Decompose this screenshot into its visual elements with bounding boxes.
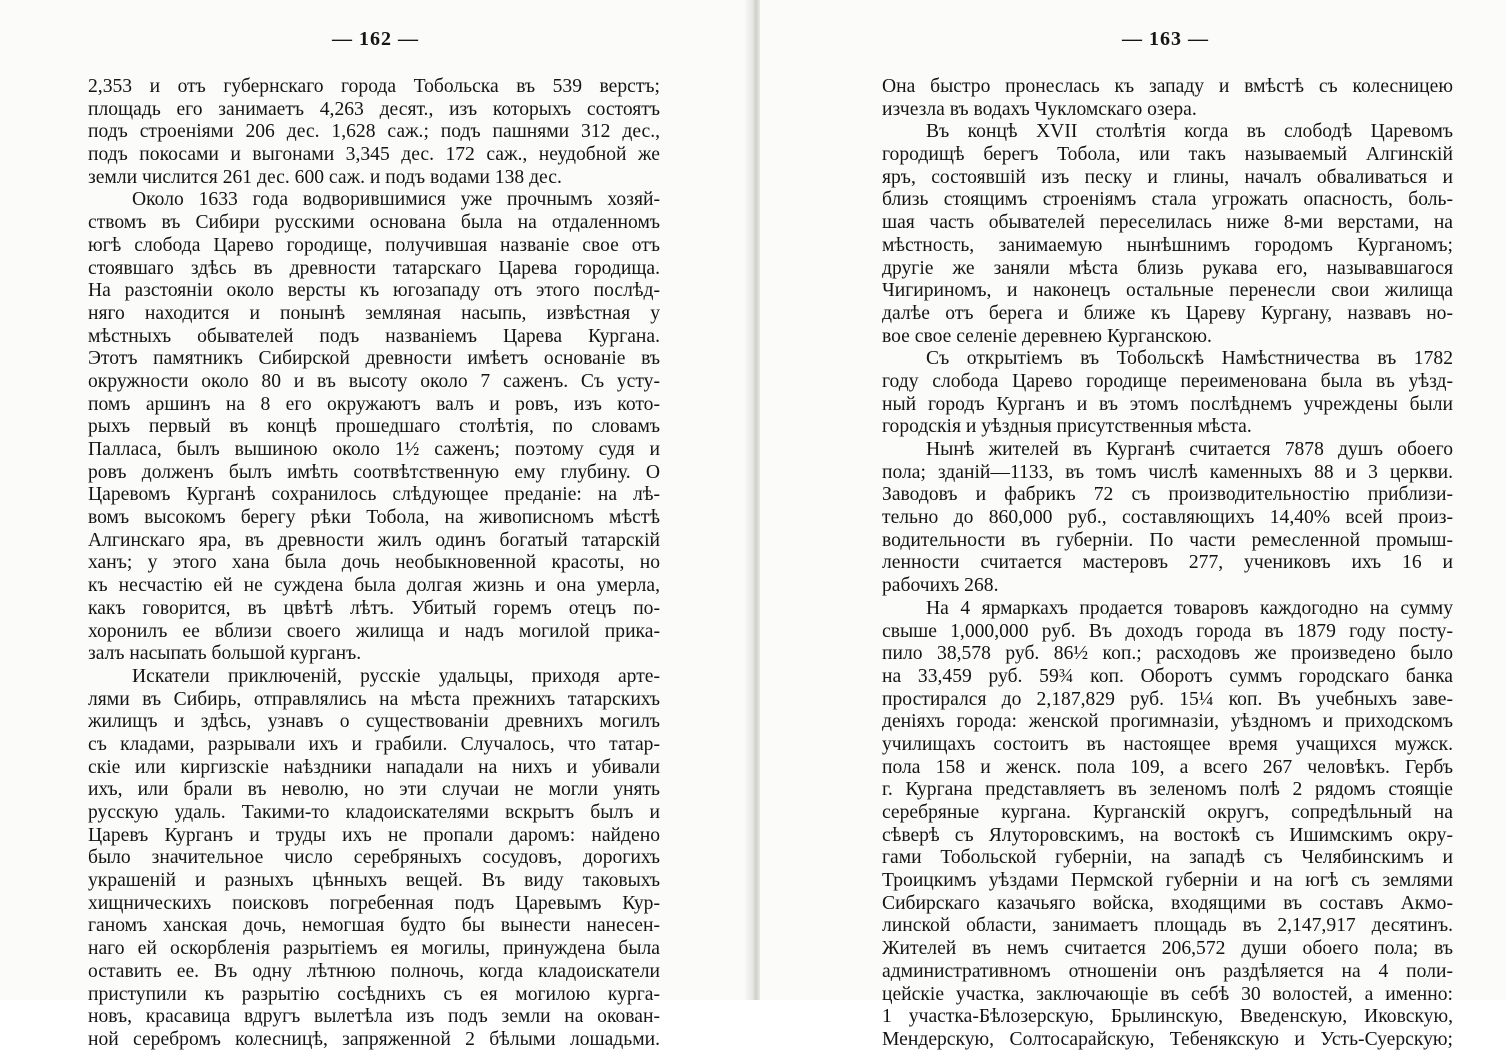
text-line: ленности считается мастеровъ 277, учениковъ ихъ 16 и [882,552,1453,574]
page-text [88,76,660,1052]
text-line: Палласа, былъ вышиною около 1½ саженъ; поэтому судя и [88,439,660,460]
text-line: цейскіе участка, заключающіе въ себѣ 30 волостей, а именно: [882,983,1453,1005]
text-line: рабочихъ 268. [882,575,999,597]
text-line: административномъ отношеніи онъ раздѣляется на 4 поли- [882,960,1453,982]
text-line: новъ, красавица вдругъ вылетѣла изъ подъ земли на окован- [88,1006,660,1028]
text-line: было значительное число серебряныхъ сосудовъ, дорогихъ [88,847,660,869]
text-line: Сибирскаго казачьяго войска, входящими въ составъ Акмо- [882,892,1453,914]
text-line: простирался до 2,187,829 руб. 15¼ коп. Въ учебныхъ заве- [882,688,1453,710]
text-line: жилищъ и здѣсь, узнавъ о существованіи древнихъ могилъ [88,711,660,733]
text-line: городскія и уѣздныя присутственныя мѣста. [882,416,1252,438]
text-line: водительности въ губерніи. По части ремесленной промыш- [882,529,1453,551]
left-page [0,0,752,1050]
text-line: ханъ; у этого хана была дочь необыкновенной красоты, но [88,552,660,574]
text-line: лями въ Сибирь, отправлялись на мѣста прежнихъ татарскихъ [88,688,660,710]
text-line: подъ строеніями 206 дес. 1,628 саж.; подъ пашнями 312 дес., [88,121,660,143]
text-line: Алгинскаго яра, въ древности жилъ одинъ богатый татарскій [88,529,660,551]
text-line: няго находится и понынѣ земляная насыпь, извѣстная у [88,302,660,324]
text-line: вое свое селеніе деревнею Курганскою. [882,325,1212,347]
text-line: югѣ слобода Царево городище, получившая названіе свое отъ [88,234,660,256]
text-line: хищническихъ поисковъ погребенная подъ Царевымъ Кур- [88,892,660,914]
text-line: Чигириномъ, и наконецъ остальные перенесли свои жилища [882,280,1453,302]
text-line: гами Тобольской губерніи, на западѣ съ Челябинскимъ и [882,847,1453,869]
text-line: сѣверѣ съ Ялуторовскимъ, на востокѣ съ Ишимскимъ окру- [882,824,1453,846]
text-line: пило 38,578 руб. 86½ коп.; расходовъ же произведено было [882,643,1453,665]
text-line: русскую удаль. Такими-то кладоискателями вскрытъ былъ и [88,802,660,823]
text-line: 2,353 и отъ губернскаго города Тобольска въ 539 верстъ; [88,76,660,97]
text-line: свыше 1,000,000 руб. Въ доходъ города въ 1879 году посту- [882,620,1453,642]
text-line: Съ открытіемъ въ Тобольскѣ Намѣстничества въ 1782 [926,348,1453,370]
text-line: хоронилъ ее вблизи своего жилища и надъ могилой прика- [88,620,660,642]
text-line: мѣстность, занимаемую нынѣшнимъ городомъ Курганомъ; [882,234,1453,256]
text-line: близь стоящимъ строеніямъ стала угрожать опасность, боль- [882,189,1453,211]
text-line: вомъ высокомъ берегу рѣки Тобола, на живописномъ мѣстѣ [88,507,660,529]
text-line: скіе или киргизскіе наѣздники нападали на нихъ и убивали [88,756,660,778]
text-line: Нынѣ жителей въ Курганѣ считается 7878 душъ обоего [926,439,1453,460]
text-line: другіе же заняли мѣста близь рукава его, называвшагося [882,257,1453,279]
text-line: На разстояніи около версты къ югозападу отъ этого послѣд- [88,280,660,302]
text-line: Жителей въ немъ считается 206,572 души обоего пола; въ [882,938,1453,960]
page-text [882,76,1453,1052]
right-page [760,0,1506,1050]
text-line: Мендерскую, Солтосарайскую, Тебенякскую и Усть-Суерскую; [882,1028,1453,1050]
text-line: училищахъ состоитъ въ настоящее время учащихся мужск. [882,733,1453,755]
text-line: ганомъ ханская дочь, немогшая будто бы вынести нанесен- [88,915,660,937]
text-line: подъ покосами и выгонами 3,345 дес. 172 саж., неудобной же [88,144,660,166]
page-number: — 162 — [332,28,419,50]
text-line: стоявшаго здѣсь въ древности татарскаго Царева городища. [88,257,660,279]
text-line: 1 участка-Бѣлозерскую, Брылинскую, Введенскую, Иковскую, [882,1006,1453,1028]
text-line: ной серебромъ колесницѣ, запряженной 2 бѣлыми лошадьми. [88,1028,660,1050]
text-line: Искатели приключеній, русскіе удальцы, приходя арте- [132,665,660,687]
text-line: городищѣ берегъ Тобола, или такъ называемый Алгинскій [882,144,1453,166]
text-line: пола; зданій—1133, въ томъ числѣ каменныхъ 88 и 3 церкви. [882,461,1453,483]
text-line: окружности около 80 и въ высоту около 7 саженъ. Съ усту- [88,370,660,392]
text-line: какъ говорится, въ цвѣтѣ лѣтъ. Убитый горемъ отецъ по- [88,597,660,619]
text-line: линской области, занимаетъ площадь въ 2,147,917 десятинъ. [882,915,1453,937]
text-line: Этотъ памятникъ Сибирской древности имѣетъ основаніе въ [88,348,660,370]
text-line: деніяхъ города: женской прогимназіи, уѣздномъ и приходскомъ [882,711,1453,733]
text-line: Въ концѣ XVII столѣтія когда въ слободѣ Царевомъ [926,121,1453,143]
text-line: мѣстныхъ обывателей подъ названіемъ Царева Кургана. [88,325,660,347]
text-line: наго ей оскорбленія разрытіемъ ея могилы, принуждена была [88,938,660,960]
page-number: — 163 — [1122,28,1209,50]
text-line: году слобода Царево городище переименована была въ уѣзд- [882,370,1453,392]
text-line: оставить ее. Въ одну лѣтнюю полночь, когда кладоискатели [88,960,660,982]
text-line: помъ аршинъ на 8 его окружаютъ валъ и ровъ, изъ кото- [88,393,660,415]
text-line: рыхъ первый въ концѣ прошедшаго столѣтія, по словамъ [88,416,660,438]
text-line: г. Кургана представляетъ въ зеленомъ полѣ 2 рядомъ стоящіе [882,779,1453,801]
text-line: на 33,459 руб. 59¾ коп. Оборотъ суммъ городскаго банка [882,665,1453,687]
text-line: ихъ, или брали въ неволю, но эти случаи не могли унять [88,779,660,801]
text-line: украшеній и разныхъ цѣнныхъ вещей. Въ виду таковыхъ [88,870,660,892]
text-line: Царевомъ Курганѣ сохранилось слѣдующее преданіе: на лѣ- [88,484,660,506]
text-line: Она быстро пронеслась къ западу и вмѣстѣ съ колесницею [882,76,1453,97]
text-line: далѣе отъ берега и ближе къ Цареву Кургану, назвавъ но- [882,302,1453,324]
text-line: ровъ долженъ былъ имѣть соотвѣтственную ему глубину. О [88,461,660,483]
text-line: На 4 ярмаркахъ продается товаровъ каждогодно на сумму [926,597,1453,619]
text-line: ствомъ въ Сибири русскими основана была на отдаленномъ [88,212,660,234]
text-line: площадь его занимаетъ 4,263 десят., изъ которыхъ состоятъ [88,98,660,120]
text-line: ный городъ Курганъ и въ этомъ послѣднемъ учреждены были [882,393,1453,415]
text-line: залъ насыпать большой курганъ. [88,643,362,665]
text-line: серебряные кургана. Курганскій округъ, сопредѣльный на [882,802,1453,823]
text-line: шая часть обывателей переселилась ниже 8-ми верстами, на [882,212,1453,234]
text-line: приступили къ разрытію сосѣднихъ съ ея могилою курга- [88,983,660,1005]
text-line: къ несчастію ей не суждена была долгая жизнь и она умерла, [88,575,660,597]
text-line: изчезла въ водахъ Чукломскаго озера. [882,98,1197,120]
text-line: яръ, состоявшій изъ песку и глины, началъ обваливаться и [882,166,1453,188]
text-line: съ кладами, разрывали ихъ и грабили. Случалось, что татар- [88,733,660,755]
text-line: Царевъ Курганъ и труды ихъ не пропали даромъ: найдено [88,824,660,846]
text-line: Заводовъ и фабрикъ 72 съ производительностію приблизи- [882,484,1453,506]
text-line: Троицкимъ уѣздами Пермской губерніи и на югѣ съ землями [882,870,1453,892]
text-line: Около 1633 года водворившимися уже прочнымъ хозяй- [132,189,660,211]
text-line: тельно до 860,000 руб., составляющихъ 14,40% всей произ- [882,507,1453,529]
text-line: земли числится 261 дес. 600 саж. и подъ водами 138 дес. [88,166,562,188]
text-line: пола 158 и женск. пола 109, а всего 267 человѣкъ. Гербъ [882,756,1453,778]
